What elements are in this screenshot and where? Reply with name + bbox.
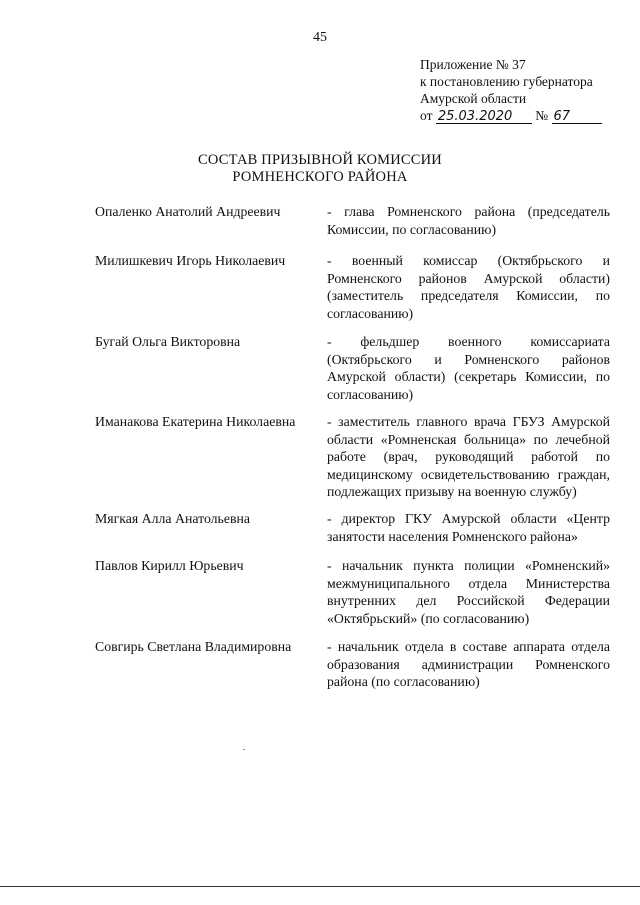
title-line-2: РОМНЕНСКОГО РАЙОНА xyxy=(232,169,408,185)
member-row xyxy=(95,557,615,627)
member-name: Совгирь Светлана Владимировна xyxy=(95,639,292,654)
member-row xyxy=(95,333,615,403)
handwritten-number: 67 xyxy=(552,111,602,124)
member-row xyxy=(95,413,615,501)
member-row xyxy=(95,203,615,238)
member-row xyxy=(95,638,615,691)
appendix-line-3: Амурской области xyxy=(420,91,527,106)
member-role: - начальник отдела в составе аппарата отдела образования администрации Ромненского района (по согласованию) xyxy=(327,639,610,689)
page-number: 45 xyxy=(313,30,327,45)
member-name: Иманакова Екатерина Николаевна xyxy=(95,414,296,429)
handwritten-date: 25.03.2020 xyxy=(436,111,532,124)
scan-speck xyxy=(243,749,245,750)
member-role: - военный комиссар (Октябрьского и Ромненского районов Амурской области) (заместитель председателя Комиссии, по согласованию) xyxy=(327,253,610,321)
member-name: Мягкая Алла Анатольевна xyxy=(95,511,250,526)
member-row xyxy=(95,252,615,322)
member-row xyxy=(95,510,615,545)
appendix-date-row xyxy=(420,107,625,124)
title-line-1: СОСТАВ ПРИЗЫВНОЙ КОМИССИИ xyxy=(198,152,442,168)
appendix-block xyxy=(420,56,625,124)
date-prefix: от xyxy=(420,108,433,123)
appendix-line-2: к постановлению губернатора xyxy=(420,74,593,89)
document-title xyxy=(0,152,640,186)
member-name: Павлов Кирилл Юрьевич xyxy=(95,558,244,573)
appendix-line-1: Приложение № 37 xyxy=(420,57,526,72)
member-role: - начальник пункта полиции «Ромненский» межмуниципального отдела Министерства внутренних дел Российской Федерации «Октябрьский» (по согласованию) xyxy=(327,558,610,626)
number-prefix: № xyxy=(535,108,549,123)
member-role: - директор ГКУ Амурской области «Центр занятости населения Ромненского района» xyxy=(327,511,610,544)
member-role: - глава Ромненского района (председатель Комиссии, по согласованию) xyxy=(327,204,610,237)
scan-edge-line xyxy=(0,886,640,887)
member-name: Бугай Ольга Викторовна xyxy=(95,334,241,349)
member-role: - заместитель главного врача ГБУЗ Амурской области «Ромненская больница» по лечебной работе (врач, руководящий работой по медицинскому освидетельствованию граждан, подлежащих призыву на военную службу) xyxy=(327,414,610,499)
member-name: Опаленко Анатолий Андреевич xyxy=(95,204,281,219)
member-role: - фельдшер военного комиссариата (Октябрьского и Ромненского районов Амурской области) (секретарь Комиссии, по согласованию) xyxy=(327,334,610,402)
member-name: Милишкевич Игорь Николаевич xyxy=(95,253,286,268)
